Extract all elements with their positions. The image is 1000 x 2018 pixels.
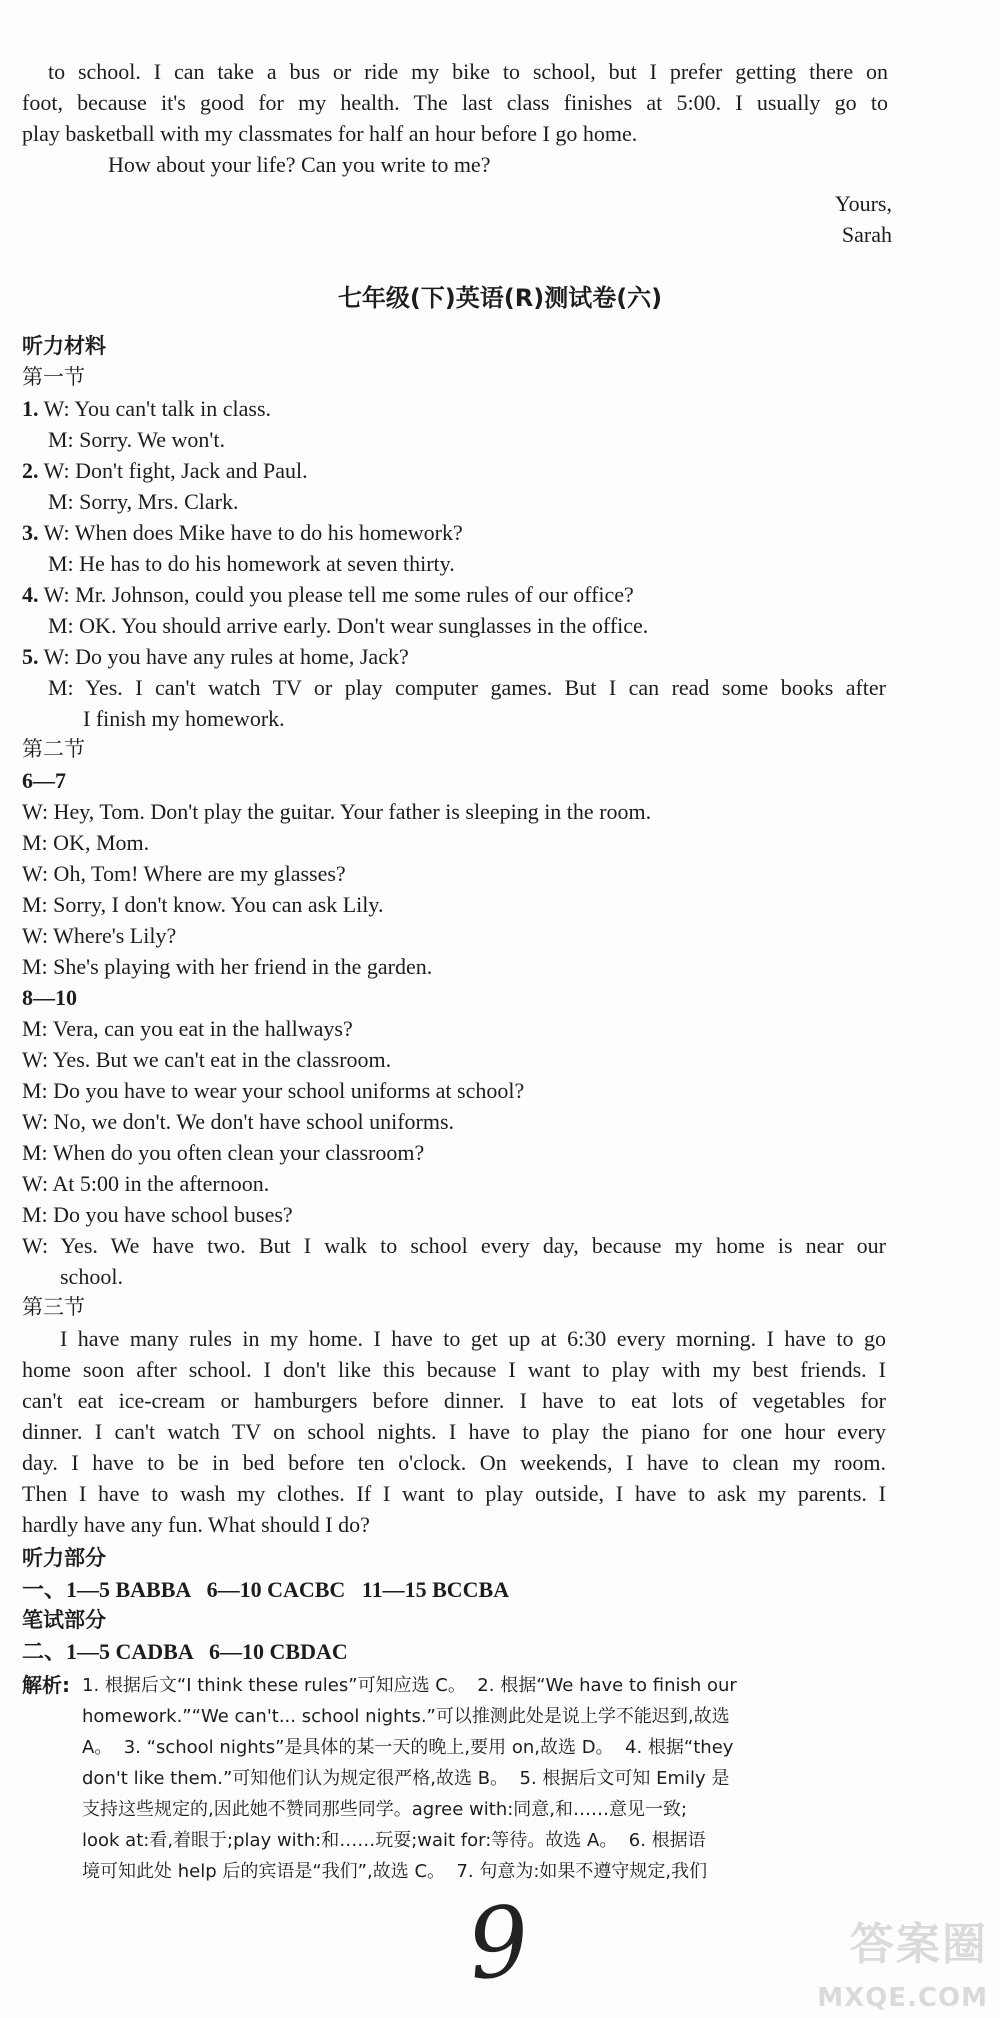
- analysis-line: look at:看,着眼于;play with:和……玩耍;wait for:等待。故选 A。 6. 根据语: [82, 1830, 706, 1851]
- analysis-line: don't like them.”可知他们认为规定很严格,故选 B。 5. 根据后文可知 Emily 是: [82, 1768, 730, 1789]
- passage-line: dinner. I can't watch TV on school nights. I have to play the piano for one hour every: [22, 1419, 886, 1444]
- dialogue-line: M: Do you have school buses?: [22, 1202, 293, 1227]
- section-heading: 听力部分: [22, 1546, 106, 1570]
- passage-line: home soon after school. I don't like this because I want to play with my best friends. I: [22, 1357, 886, 1382]
- dialogue-line: M: Sorry, I don't know. You can ask Lily.: [22, 892, 384, 917]
- dialogue-line: M: OK, Mom.: [22, 830, 150, 855]
- dialogue-line: M: She's playing with her friend in the garden.: [22, 954, 433, 979]
- passage-line: day. I have to be in bed before ten o'clock. On weekends, I have to clean my room.: [22, 1450, 886, 1475]
- letter-closing: Yours,: [834, 191, 892, 216]
- passage-line: I have many rules in my home. I have to get up at 6:30 every morning. I have to go: [60, 1326, 886, 1351]
- analysis-line: 1. 根据后文“I think these rules”可知应选 C。 2. 根据“We have to finish our: [82, 1675, 737, 1696]
- letter-line: foot, because it's good for my health. The last class finishes at 5:00. I usually go to: [22, 90, 888, 115]
- letter-line: play basketball with my classmates for half an hour before I go home.: [22, 121, 638, 146]
- dialogue-line: 2. W: Don't fight, Jack and Paul.: [22, 458, 308, 483]
- letter-signature: Sarah: [841, 222, 892, 247]
- group-label: 8—10: [22, 985, 77, 1010]
- subsection-heading: 第三节: [22, 1295, 85, 1319]
- handwritten-page-number: 9: [462, 1884, 535, 2002]
- section-heading: 笔试部分: [22, 1608, 106, 1632]
- dialogue-line: W: No, we don't. We don't have school uniforms.: [22, 1109, 455, 1134]
- analysis-line: 境可知此处 help 后的宾语是“我们”,故选 C。 7. 句意为:如果不遵守规定,我们: [82, 1861, 708, 1882]
- dialogue-line: M: Do you have to wear your school uniforms at school?: [22, 1078, 525, 1103]
- dialogue-line: 3. W: When does Mike have to do his homework?: [22, 520, 463, 545]
- passage-line: hardly have any fun. What should I do?: [22, 1512, 370, 1537]
- dialogue-line: M: Vera, can you eat in the hallways?: [22, 1016, 353, 1041]
- dialogue-line: M: Sorry, Mrs. Clark.: [48, 489, 239, 514]
- letter-line: How about your life? Can you write to me?: [108, 152, 491, 177]
- dialogue-line: 1. W: You can't talk in class.: [22, 396, 272, 421]
- watermark-url: MXQE.COM: [817, 1983, 988, 2013]
- dialogue-line: W: Oh, Tom! Where are my glasses?: [22, 861, 346, 886]
- letter-line: to school. I can take a bus or ride my bike to school, but I prefer getting there on: [48, 59, 888, 84]
- dialogue-line: M: Yes. I can't watch TV or play computer games. But I can read some books after: [48, 675, 886, 700]
- dialogue-line: school.: [60, 1264, 123, 1289]
- answer-line: 二、1—5 CADBA 6—10 CBDAC: [22, 1639, 348, 1664]
- analysis-line: A。 3. “school nights”是具体的某一天的晚上,要用 on,故选 D。 4. 根据“they: [82, 1737, 734, 1758]
- answer-line: 一、1—5 BABBA 6—10 CACBC 11—15 BCCBA: [22, 1577, 510, 1602]
- dialogue-line: 5. W: Do you have any rules at home, Jack?: [22, 644, 409, 669]
- section-heading: 听力材料: [22, 334, 106, 358]
- dialogue-line: W: Yes. We have two. But I walk to school every day, because my home is near our: [22, 1233, 886, 1258]
- dialogue-line: M: He has to do his homework at seven thirty.: [48, 551, 455, 576]
- analysis-line: homework.”“We can't... school nights.”可以推测此处是说上学不能迟到,故选: [82, 1706, 730, 1727]
- subsection-heading: 第二节: [22, 737, 85, 761]
- dialogue-line: M: Sorry. We won't.: [48, 427, 225, 452]
- dialogue-line: M: When do you often clean your classroom?: [22, 1140, 425, 1165]
- subsection-heading: 第一节: [22, 365, 85, 389]
- dialogue-line: W: Hey, Tom. Don't play the guitar. Your father is sleeping in the room.: [22, 799, 652, 824]
- dialogue-line: W: At 5:00 in the afternoon.: [22, 1171, 270, 1196]
- test-title: 七年级(下)英语(R)测试卷(六): [337, 284, 663, 312]
- dialogue-line: W: Yes. But we can't eat in the classroom.: [22, 1047, 392, 1072]
- group-label: 6—7: [22, 768, 66, 793]
- analysis-label: 解析:: [22, 1673, 70, 1697]
- watermark-logo-text: 答案圈: [850, 1919, 988, 1970]
- analysis-line: 支持这些规定的,因此她不赞同那些同学。agree with:同意,和……意见一致;: [82, 1799, 688, 1820]
- dialogue-line: M: OK. You should arrive early. Don't wear sunglasses in the office.: [48, 613, 649, 638]
- dialogue-line: 4. W: Mr. Johnson, could you please tell me some rules of our office?: [22, 582, 634, 607]
- dialogue-line: W: Where's Lily?: [22, 923, 177, 948]
- dialogue-line: I finish my homework.: [83, 706, 285, 731]
- watermark-logo: [718, 1919, 988, 2013]
- passage-line: can't eat ice-cream or hamburgers before dinner. I have to eat lots of vegetables for: [22, 1388, 886, 1413]
- passage-line: Then I have to wash my clothes. If I want to play outside, I have to ask my parents. I: [22, 1481, 886, 1506]
